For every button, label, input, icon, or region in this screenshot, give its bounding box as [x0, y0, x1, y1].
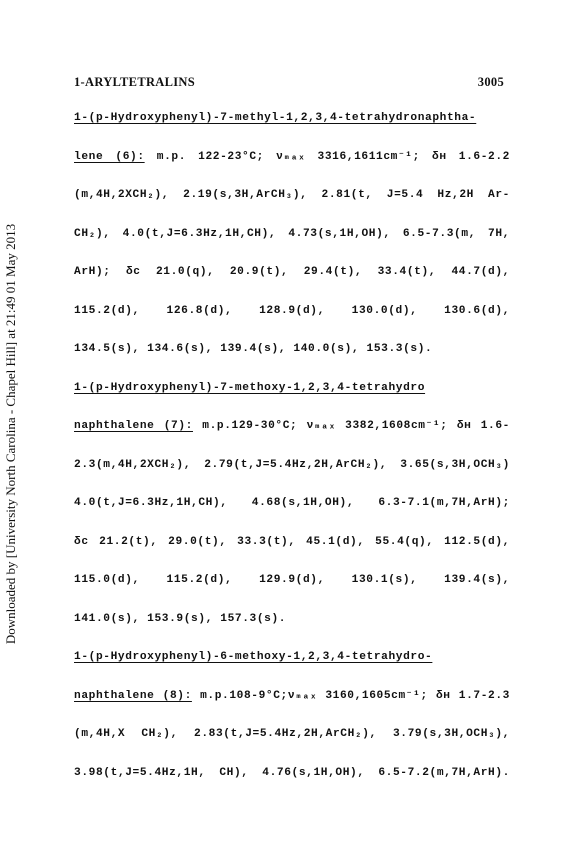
spectral-data: δc 21.2(t), 29.0(t), 33.3(t), 45.1(d), 55.4(q), 112.5(d),	[74, 535, 510, 548]
spectral-data: m.p.108-9°C;νₘₐₓ 3160,1605cm⁻¹; δʜ 1.7-2.3	[191, 689, 510, 702]
spectral-data: CH₂), 4.0(t,J=6.3Hz,1H,CH), 4.73(s,1H,OH), 6.5-7.3(m, 7H,	[74, 227, 510, 240]
text-line	[74, 337, 510, 376]
spectral-data: 115.0(d), 115.2(d), 129.9(d), 130.1(s), 139.4(s),	[74, 574, 510, 586]
text-line	[74, 645, 510, 684]
text-line	[74, 530, 510, 569]
spectral-data: 4.0(t,J=6.3Hz,1H,CH), 4.68(s,1H,OH), 6.3-7.1(m,7H,ArH);	[74, 497, 510, 509]
text-line	[74, 607, 510, 646]
spectral-data: 141.0(s), 153.9(s), 157.3(s).	[74, 612, 287, 625]
text-line	[74, 222, 510, 261]
compound-heading: 1-(p-Hydroxyphenyl)-7-methoxy-1,2,3,4-tetrahydro	[74, 381, 426, 394]
text-line	[74, 568, 510, 607]
text-line	[74, 414, 510, 453]
spectral-data: 2.3(m,4H,2XCH₂), 2.79(t,J=5.4Hz,2H,ArCH₂), 3.65(s,3H,OCH₃)	[74, 458, 510, 471]
text-line	[74, 761, 510, 800]
spectral-data: (m,4H,2XCH₂), 2.19(s,3H,ArCH₃), 2.81(t, J=5.4 Hz,2H Ar-	[74, 189, 510, 201]
compound-heading: 1-(p-Hydroxyphenyl)-6-methoxy-1,2,3,4-tetrahydro-	[74, 651, 433, 663]
running-header	[74, 75, 504, 90]
text-line	[74, 183, 510, 222]
compound-heading: 1-(p-Hydroxyphenyl)-7-methyl-1,2,3,4-tetrahydronaphtha-	[74, 112, 477, 124]
text-line	[74, 722, 510, 761]
compound-heading: naphthalene (7):	[74, 420, 193, 432]
spectral-data: (m,4H,X CH₂), 2.83(t,J=5.4Hz,2H,ArCH₂), 3.79(s,3H,OCH₃),	[74, 728, 510, 740]
text-line	[74, 106, 510, 145]
text-line	[74, 453, 510, 492]
spectral-data: m.p. 122-23°C; νₘₐₓ 3316,1611cm⁻¹; δʜ 1.6-2.2	[144, 150, 510, 163]
text-line	[74, 299, 510, 338]
text-line	[74, 491, 510, 530]
spectral-data: 3.98(t,J=5.4Hz,1H, CH), 4.76(s,1H,OH), 6.5-7.2(m,7H,ArH).	[74, 766, 510, 779]
text-line	[74, 376, 510, 415]
spectral-data: ArH); δc 21.0(q), 20.9(t), 29.4(t), 33.4(t), 44.7(d),	[74, 266, 510, 278]
text-line	[74, 260, 510, 299]
experimental-text	[74, 106, 510, 799]
compound-heading: lene (6):	[74, 150, 145, 163]
text-line	[74, 145, 510, 184]
download-notice: Downloaded by [University North Carolina - Chapel Hill] at 21:49 01 May 2013	[3, 223, 18, 645]
spectral-data: 115.2(d), 126.8(d), 128.9(d), 130.0(d), 130.6(d),	[74, 304, 510, 317]
spectral-data: 134.5(s), 134.6(s), 139.4(s), 140.0(s), 153.3(s).	[74, 343, 433, 355]
running-title: 1-ARYLTETRALINS	[74, 75, 195, 89]
text-line	[74, 684, 510, 723]
spectral-data: m.p.129-30°C; νₘₐₓ 3382,1608cm⁻¹; δʜ 1.6-	[192, 420, 510, 432]
compound-heading: naphthalene (8):	[74, 689, 192, 702]
page-number: 3005	[477, 75, 504, 89]
